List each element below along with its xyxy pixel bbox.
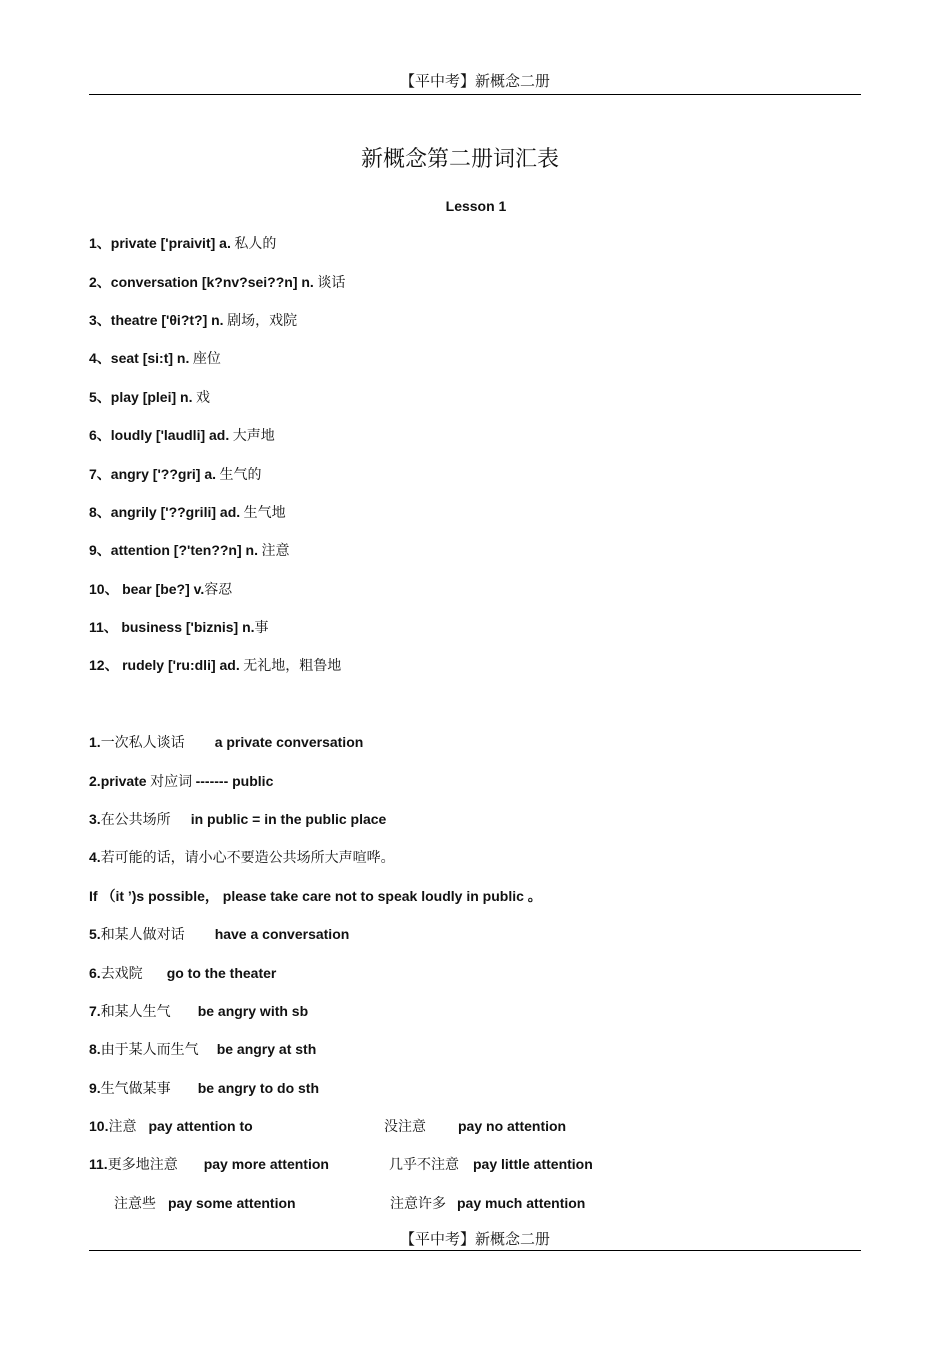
attention-row-right: 没注意 pay no attention — [384, 1118, 567, 1135]
phrase-item: 7.和某人生气 be angry with sb — [89, 1003, 309, 1020]
phrase-item: 8.由于某人而生气 be angry at sth — [89, 1041, 317, 1058]
vocab-item: 1、private ['praivit] a. 私人的 — [89, 235, 277, 252]
attention-row-left: 注意些 pay some attention — [114, 1195, 296, 1212]
phrase-item: 6.去戏院 go to the theater — [89, 965, 277, 982]
page-header: 【平中考】新概念二册 — [399, 74, 550, 90]
vocab-item: 6、loudly ['laudli] ad. 大声地 — [89, 427, 275, 444]
vocab-item: 8、angrily ['??grili] ad. 生气地 — [89, 504, 286, 521]
vocab-item: 4、seat [si:t] n. 座位 — [89, 350, 221, 367]
vocab-item: 10、 bear [be?] v.容忍 — [89, 581, 233, 598]
attention-row-right: 注意许多 pay much attention — [390, 1195, 586, 1212]
attention-row-left: 10.注意 pay attention to — [89, 1118, 253, 1135]
vocab-item: 2、conversation [k?nv?sei??n] n. 谈话 — [89, 274, 346, 291]
phrase-item: 4.若可能的话，请小心不要造公共场所大声喧哗。 — [89, 849, 395, 866]
phrase-item: 9.生气做某事 be angry to do sth — [89, 1080, 320, 1097]
vocab-item: 11、 business ['biznis] n.事 — [89, 619, 269, 636]
vocab-item: 3、theatre ['θi?t?] n. 剧场，戏院 — [89, 312, 298, 329]
phrase-item: 2.private 对应词 ------- public — [89, 773, 274, 790]
attention-row-right: 几乎不注意 pay little attention — [389, 1156, 593, 1173]
page-footer: 【平中考】新概念二册 — [399, 1232, 550, 1248]
page-title: 新概念第二册词汇表 — [360, 146, 559, 171]
lesson-heading: Lesson 1 — [445, 198, 507, 214]
vocab-item: 12、 rudely ['ru:dli] ad. 无礼地，粗鲁地 — [89, 657, 342, 674]
phrase-item: 1.一次私人谈话 a private conversation — [89, 734, 364, 751]
vocab-item: 5、play [plei] n. 戏 — [89, 389, 210, 406]
vocab-item: 7、angry ['??gri] a. 生气的 — [89, 466, 262, 483]
phrase-sentence: If （it ’)s possible， please take care not to speak loudly in public 。 — [89, 888, 542, 904]
phrase-item: 5.和某人做对话 have a conversation — [89, 926, 350, 943]
vocab-item: 9、attention [?'ten??n] n. 注意 — [89, 542, 290, 559]
header-rule — [89, 94, 861, 95]
phrase-item: 3.在公共场所 in public = in the public place — [89, 811, 387, 828]
attention-row-left: 11.更多地注意 pay more attention — [89, 1156, 329, 1173]
footer-rule — [89, 1250, 861, 1251]
